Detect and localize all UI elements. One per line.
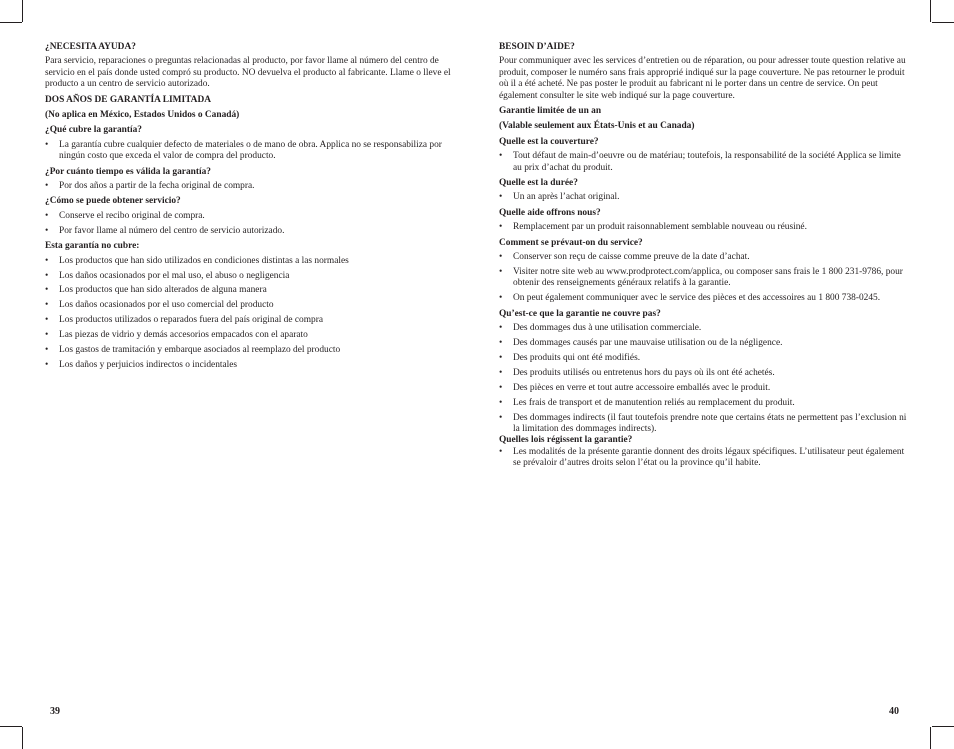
list-item: • Un an après l’achat original.: [499, 192, 909, 203]
warranty-heading: DOS AÑOS DE GARANTÍA LIMITADA: [45, 94, 211, 105]
laws-question: Quelles lois régissent la garantie?: [499, 435, 633, 446]
list-item: • On peut également communiquer avec le service des pièces et des accessoires au 1 800 738-0245.: [499, 293, 909, 304]
list-item: • Des produits qui ont été modifiés.: [499, 353, 909, 364]
crop-mark: [930, 727, 931, 749]
list-item: • Los productos utilizados o reparados fuera del país original de compra: [45, 315, 465, 326]
crop-mark: [932, 22, 954, 23]
list-item: • Conserver son reçu de caisse comme preuve de la date d’achat.: [499, 252, 909, 263]
list-item: • Conserve el recibo original de compra.: [45, 211, 465, 222]
crop-mark: [0, 22, 22, 23]
list-item: • Remplacement par un produit raisonnablement semblable nouveau ou réusiné.: [499, 222, 909, 233]
coverage-list: [499, 151, 909, 174]
aid-list: [499, 222, 909, 233]
help-heading: BESOIN D’AIDE?: [499, 42, 575, 52]
spanish-page: [45, 42, 465, 375]
page-number-right: 40: [889, 706, 899, 717]
list-item: • Los productos que han sido utilizados en condiciones distintas a las normales: [45, 256, 465, 267]
warranty-scope: (No aplica en México, Estados Unidos o Canadá): [45, 110, 240, 121]
obtain-list: [45, 211, 465, 237]
list-item: • Los daños ocasionados por el uso comercial del producto: [45, 300, 465, 311]
duration-list: [499, 192, 909, 203]
crop-mark: [22, 727, 23, 749]
list-item: • Los daños y perjuicios indirectos o incidentales: [45, 360, 465, 371]
list-item: • Des pièces en verre et tout autre accessoire emballés avec le produit.: [499, 383, 909, 394]
french-page: [499, 42, 909, 473]
obtain-question: ¿Cómo se puede obtener servicio?: [45, 196, 181, 207]
crop-mark: [930, 0, 931, 22]
list-item: • Las piezas de vidrio y demás accesorios empacados con el aparato: [45, 330, 465, 341]
crop-mark: [0, 726, 22, 727]
crop-mark: [932, 726, 954, 727]
aid-question: Quelle aide offrons nous?: [499, 207, 601, 218]
list-item: • La garantía cubre cualquier defecto de materiales o de mano de obra. Applica no se responsabiliza por ningún costo que exceda el valor de compra del producto.: [45, 140, 465, 163]
list-item: • Des dommages indirects (il faut toutefois prendre note que certains états ne permettent pas l’exclusion ni la limitation des dommages indirects).: [499, 413, 909, 436]
coverage-question: ¿Qué cubre la garantía?: [45, 125, 142, 136]
list-item: • Des produits utilisés ou entretenus hors du pays où ils ont été achetés.: [499, 368, 909, 379]
service-list: [499, 252, 909, 305]
list-item: • Des dommages dus à une utilisation commerciale.: [499, 323, 909, 334]
help-heading: ¿NECESITA AYUDA?: [45, 42, 136, 52]
list-item: • Los productos que han sido alterados de alguna manera: [45, 285, 465, 296]
duration-question: ¿Por cuánto tiempo es válida la garantía?: [45, 166, 211, 177]
duration-question: Quelle est la durée?: [499, 178, 578, 189]
exclusions-list: [499, 323, 909, 435]
warranty-scope: (Valable seulement aux États-Unis et au Canada): [499, 121, 695, 132]
help-paragraph: Pour communiquer avec les services d’entretien ou de réparation, ou pour adresser toute question relative au produit, composer le numéro sans frais approprié indiqué sur la page couverture. Ne pas retourner le produit où il a été acheté. Ne pas poster le produit au fabricant ni le porter dans un centre de service. On peut également consulter le site web indiqué sur la page couverture.: [499, 56, 906, 101]
warranty-heading: Garantie limitée de un an: [499, 106, 602, 117]
service-question: Comment se prévaut-on du service?: [499, 237, 643, 248]
crop-mark: [22, 0, 23, 22]
page-number-left: 39: [50, 706, 60, 717]
list-item: • Los gastos de tramitación y embarque asociados al reemplazo del producto: [45, 345, 465, 356]
list-item: • Por favor llame al número del centro de servicio autorizado.: [45, 226, 465, 237]
list-item: • Les frais de transport et de manutention reliés au remplacement du produit.: [499, 398, 909, 409]
exclusions-list: [45, 256, 465, 372]
help-paragraph: Para servicio, reparaciones o preguntas relacionadas al producto, por favor llame al número del centro de servicio en el país donde usted compró su producto. NO devuelva el producto al fabricante. Llame o lleve el producto a un centro de servicio autorizado.: [45, 56, 451, 90]
exclusions-question: Qu’est-ce que la garantie ne couvre pas?: [499, 308, 661, 319]
list-item: • Tout défaut de main-d’oeuvre ou de matériau; toutefois, la responsabilité de la société Applica se limite au prix d’achat du produit.: [499, 151, 909, 174]
list-item: • Los daños ocasionados por el mal uso, el abuso o negligencia: [45, 271, 465, 282]
exclusions-question: Esta garantía no cubre:: [45, 241, 140, 252]
list-item: • Visiter notre site web au www.prodprotect.com/applica, ou composer sans frais le 1 800 231-9786, pour obtenir des renseignements généraux relatifs à la garantie.: [499, 267, 909, 290]
coverage-question: Quelle est la couverture?: [499, 136, 599, 147]
coverage-list: [45, 140, 465, 163]
laws-list: [499, 447, 909, 470]
duration-list: [45, 181, 465, 192]
list-item: • Des dommages causés par une mauvaise utilisation ou de la négligence.: [499, 338, 909, 349]
list-item: • Por dos años a partir de la fecha original de compra.: [45, 181, 465, 192]
list-item: • Les modalités de la présente garantie donnent des droits légaux spécifiques. L’utilisateur peut également se prévaloir d’autres droits selon l’état ou la province qu’il habite.: [499, 447, 909, 470]
